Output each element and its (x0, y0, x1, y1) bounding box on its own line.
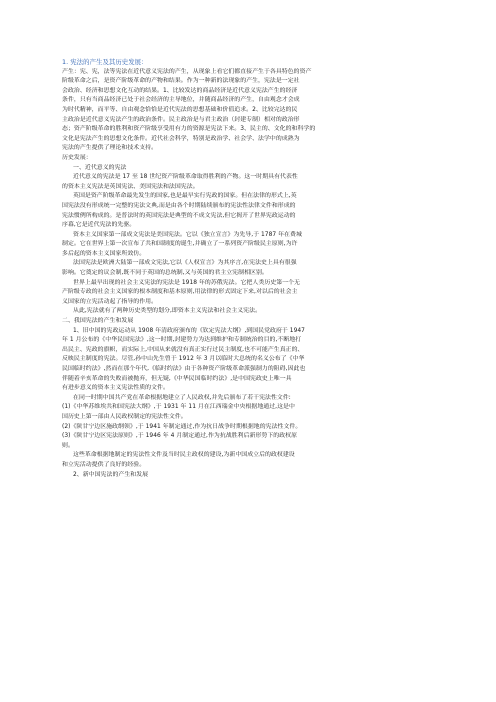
text-line: 产阶级专政的社会主义国家的根本制度和基本原则,用法律的形式固定下来,对以后的社会主 (62, 289, 298, 296)
text-line: 的资本主义宪法是英国宪法、美国宪法和法国宪法。 (62, 183, 199, 190)
text-line: 产生：宪、宪，法等宪法在近代意义宪法的产生，从现象上看它们都直接产生于各具特色的资产 (62, 68, 312, 75)
text-line: 在同一时期中国共产党在革命根据地建立了人民政权,并先后颁布了若干宪法性文件: (73, 394, 291, 401)
text-line: 从此,宪法就有了两种历史类型的划分,即资本主义宪法和社会主义宪法。 (73, 308, 262, 315)
subsection-heading: 2、新中国宪法的产生和发展 (73, 471, 149, 478)
text-line: 主政治是近代意义宪法产生的政治条件。民主政治是与君主政治（封建专制）相对的政治形 (62, 116, 300, 123)
text-line: 宪法的产生提供了理论和技术支持。 (62, 145, 158, 152)
text-line: 世界上最早出现的社会主义宪法的宪法是 1918 年的苏俄宪法。它把人类历史第一个无 (73, 279, 300, 286)
text-line: 出民主、宪政的旗帜，而实际上,中国从来就没有真正实行过民主制度,也不可能产生真正的、 (62, 346, 304, 353)
text-line: 会政治、经济和思想文化互动的结果。1、比较发达的商品经济是近代意义宪法产生的经济 (62, 87, 298, 94)
text-line: 阶级革命之后，是资产阶级革命的产物和结果。作为一种新的法现象的产生，宪法是一定社 (62, 78, 300, 85)
list-item: (1)《中华苏维埃共和国宪法大纲》,于 1931 年 11 月在江西瑞金中央根据地通过,这是中 (62, 404, 295, 411)
text-line: 序幕,它是近代宪法的先驱。 (62, 222, 136, 229)
section-heading: 1. 宪法的产生及其历史发展： (62, 58, 148, 66)
text-line: 民国临时约法》,然而在那个年代,《临时约法》由于各种资产阶级革命派强制力的阻碍,因此也 (62, 366, 306, 372)
text-line: 多后起的资本主义国家所效仿。 (62, 250, 146, 257)
text-line: 这些革命根据地制定的宪法性文件及当时民主政权的建设,为新中国成立后的政权建设 (73, 452, 295, 459)
text-line: 影响。它奠定的议会制,既不同于英国的总统制,又与英国的君主立宪制相区别。 (62, 270, 268, 277)
text-line: 伴随着辛亥革命的失败而被抛弃，但无疑,《中华民国临时约法》,是中国宪政史上唯一具 (62, 375, 292, 382)
text-line: 1、旧中国的宪政运动从 1908 年清政府颁布的《钦定宪法大纲》,到国民党政府于 1947 (73, 327, 305, 334)
text-line: 和立宪活动提供了良好的经验。 (62, 461, 146, 468)
text-line: 国历史上第一部由人民政权制定的宪法性文件。 (62, 413, 187, 420)
subsection-heading: 二、我国宪法的产生和发展 (62, 318, 134, 325)
subsection-heading: 一、近代意义的宪法 (73, 164, 127, 171)
text-line: 资本主义国家第一部成文宪法是美国宪法。它以《独立宣言》为先导,于 1787 年在费城 (73, 231, 302, 238)
text-line: 反映民主制度的宪法。尽管,孙中山先生曾于 1912 年 3 月以临时大总统的名义公布了《中华 (62, 356, 305, 363)
text-line: 条件，只有当商品经济已处于社会经济的主导地位，并随商品经济的产生，自由观念才会成 (62, 97, 300, 104)
list-item: (2)《陕甘宁边区施政纲领》,于 1941 年制定通过,作为抗日战争时期根据地的宪法性文件。 (62, 423, 302, 430)
text-line: 为时代精神，而平等、自由观念恰恰是近代宪法的思想基础和价值追求。2、比较完达的民 (62, 106, 298, 113)
text-line: 文化是宪法产生的思想文化条件。近代社会科学，特别是政治学、社会学、法学中的成熟为 (62, 135, 300, 142)
text-line: 英国是资产阶级革命最先发生的国家,也是最早实行宪政的国家。但在法律的形式上,英 (73, 193, 297, 200)
text-line: 有进步意义的资本主义宪法性质的文件。 (62, 385, 169, 392)
document-body (62, 58, 438, 480)
list-item: (3)《陕甘宁边区宪法原则》,于 1946 年 4 月制定通过,作为抗战胜利后新形势下的政权原 (62, 433, 298, 440)
text-line: 义国家的立宪活动起了指导的作用。 (62, 298, 158, 305)
text-line: 国宪法没有形成统一完整的宪法文典,而是由各个时期陆续颁布的宪法性法律文件和形成的 (62, 202, 296, 209)
text-line: 宪法惯例所构成的。是普法时的英国宪法是典型的不成文宪法,但它揭开了世界宪政运动的 (62, 212, 296, 219)
text-line: 历史发展： (62, 154, 92, 161)
text-line: 近代意义的宪法是 17 至 18 世纪资产阶级革命取得胜利的产物。这一时期具有代表性 (73, 174, 298, 181)
text-line: 法国宪法是欧洲大陆第一部成文宪法,它以《人权宣言》为其序言,在宪法史上具有很强 (73, 260, 297, 267)
text-line: 态；资产阶级革命的胜利和资产阶级享受用有力的资源是宪法下来。3、民主的、文化的和科学的 (62, 126, 316, 133)
text-line: 年 1 月公布的《中华民国宪法》,这一时期,封建势力为达到维护和专制统治的目的,不断地打 (62, 337, 302, 344)
text-line: 则。 (62, 442, 74, 449)
text-line: 制定。它在世界上第一次宣布了共和国制度的诞生,并确立了一系列资产阶级民主原则,为许 (62, 241, 298, 248)
